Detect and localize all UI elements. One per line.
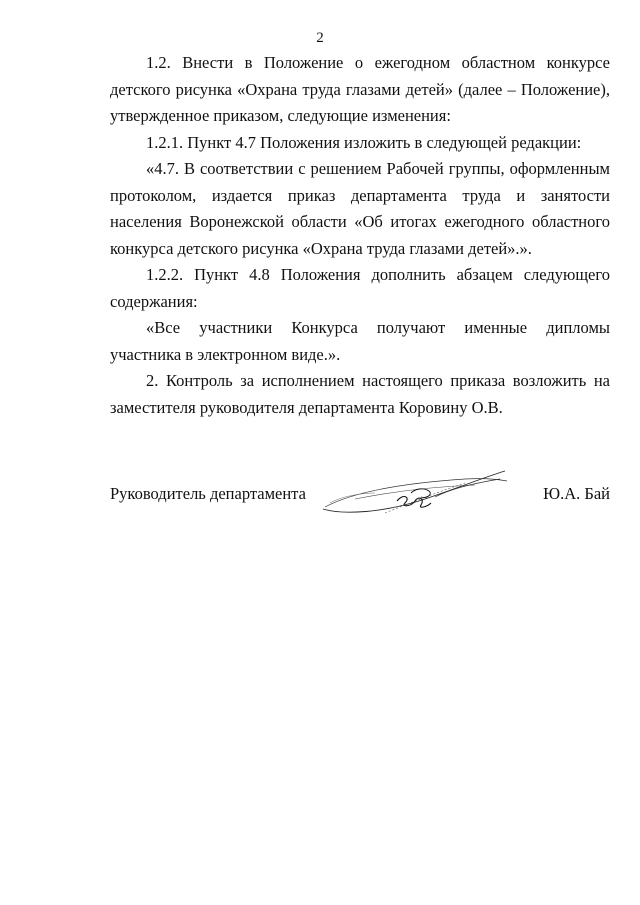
handwritten-signature: [315, 463, 515, 523]
paragraph-1-2-1: 1.2.1. Пункт 4.7 Положения изложить в следующей редакции:: [146, 132, 582, 152]
signatory-position: Руководитель департамента: [110, 484, 306, 503]
paragraph-4-8-quote: «Все участники Конкурса получают именные дипломы участника в электронном виде.».: [110, 318, 610, 364]
paragraph-1-2-2: 1.2.2. Пункт 4.8 Положения дополнить абзацем следующего содержания:: [110, 265, 610, 311]
paragraph-4-7-quote: «4.7. В соответствии с решением Рабочей группы, оформленным протоколом, издается приказ департамента труда и занятости населения Воронежской области «Об итогах ежегодного областного конкурса детского рисунка «Охрана труда глазами детей».».: [110, 159, 610, 258]
paragraph-2: 2. Контроль за исполнением настоящего приказа возложить на заместителя руководителя департамента Коровину О.В.: [110, 371, 610, 417]
paragraph-1-2: 1.2. Внести в Положение о ежегодном областном конкурсе детского рисунка «Охрана труда глазами детей» (далее – Положение), утвержденное приказом, следующие изменения:: [110, 53, 610, 125]
signature-block: [110, 475, 610, 535]
page-number: 2: [316, 30, 324, 46]
signatory-name: Ю.А. Бай: [543, 484, 610, 503]
document-body: [110, 50, 610, 421]
